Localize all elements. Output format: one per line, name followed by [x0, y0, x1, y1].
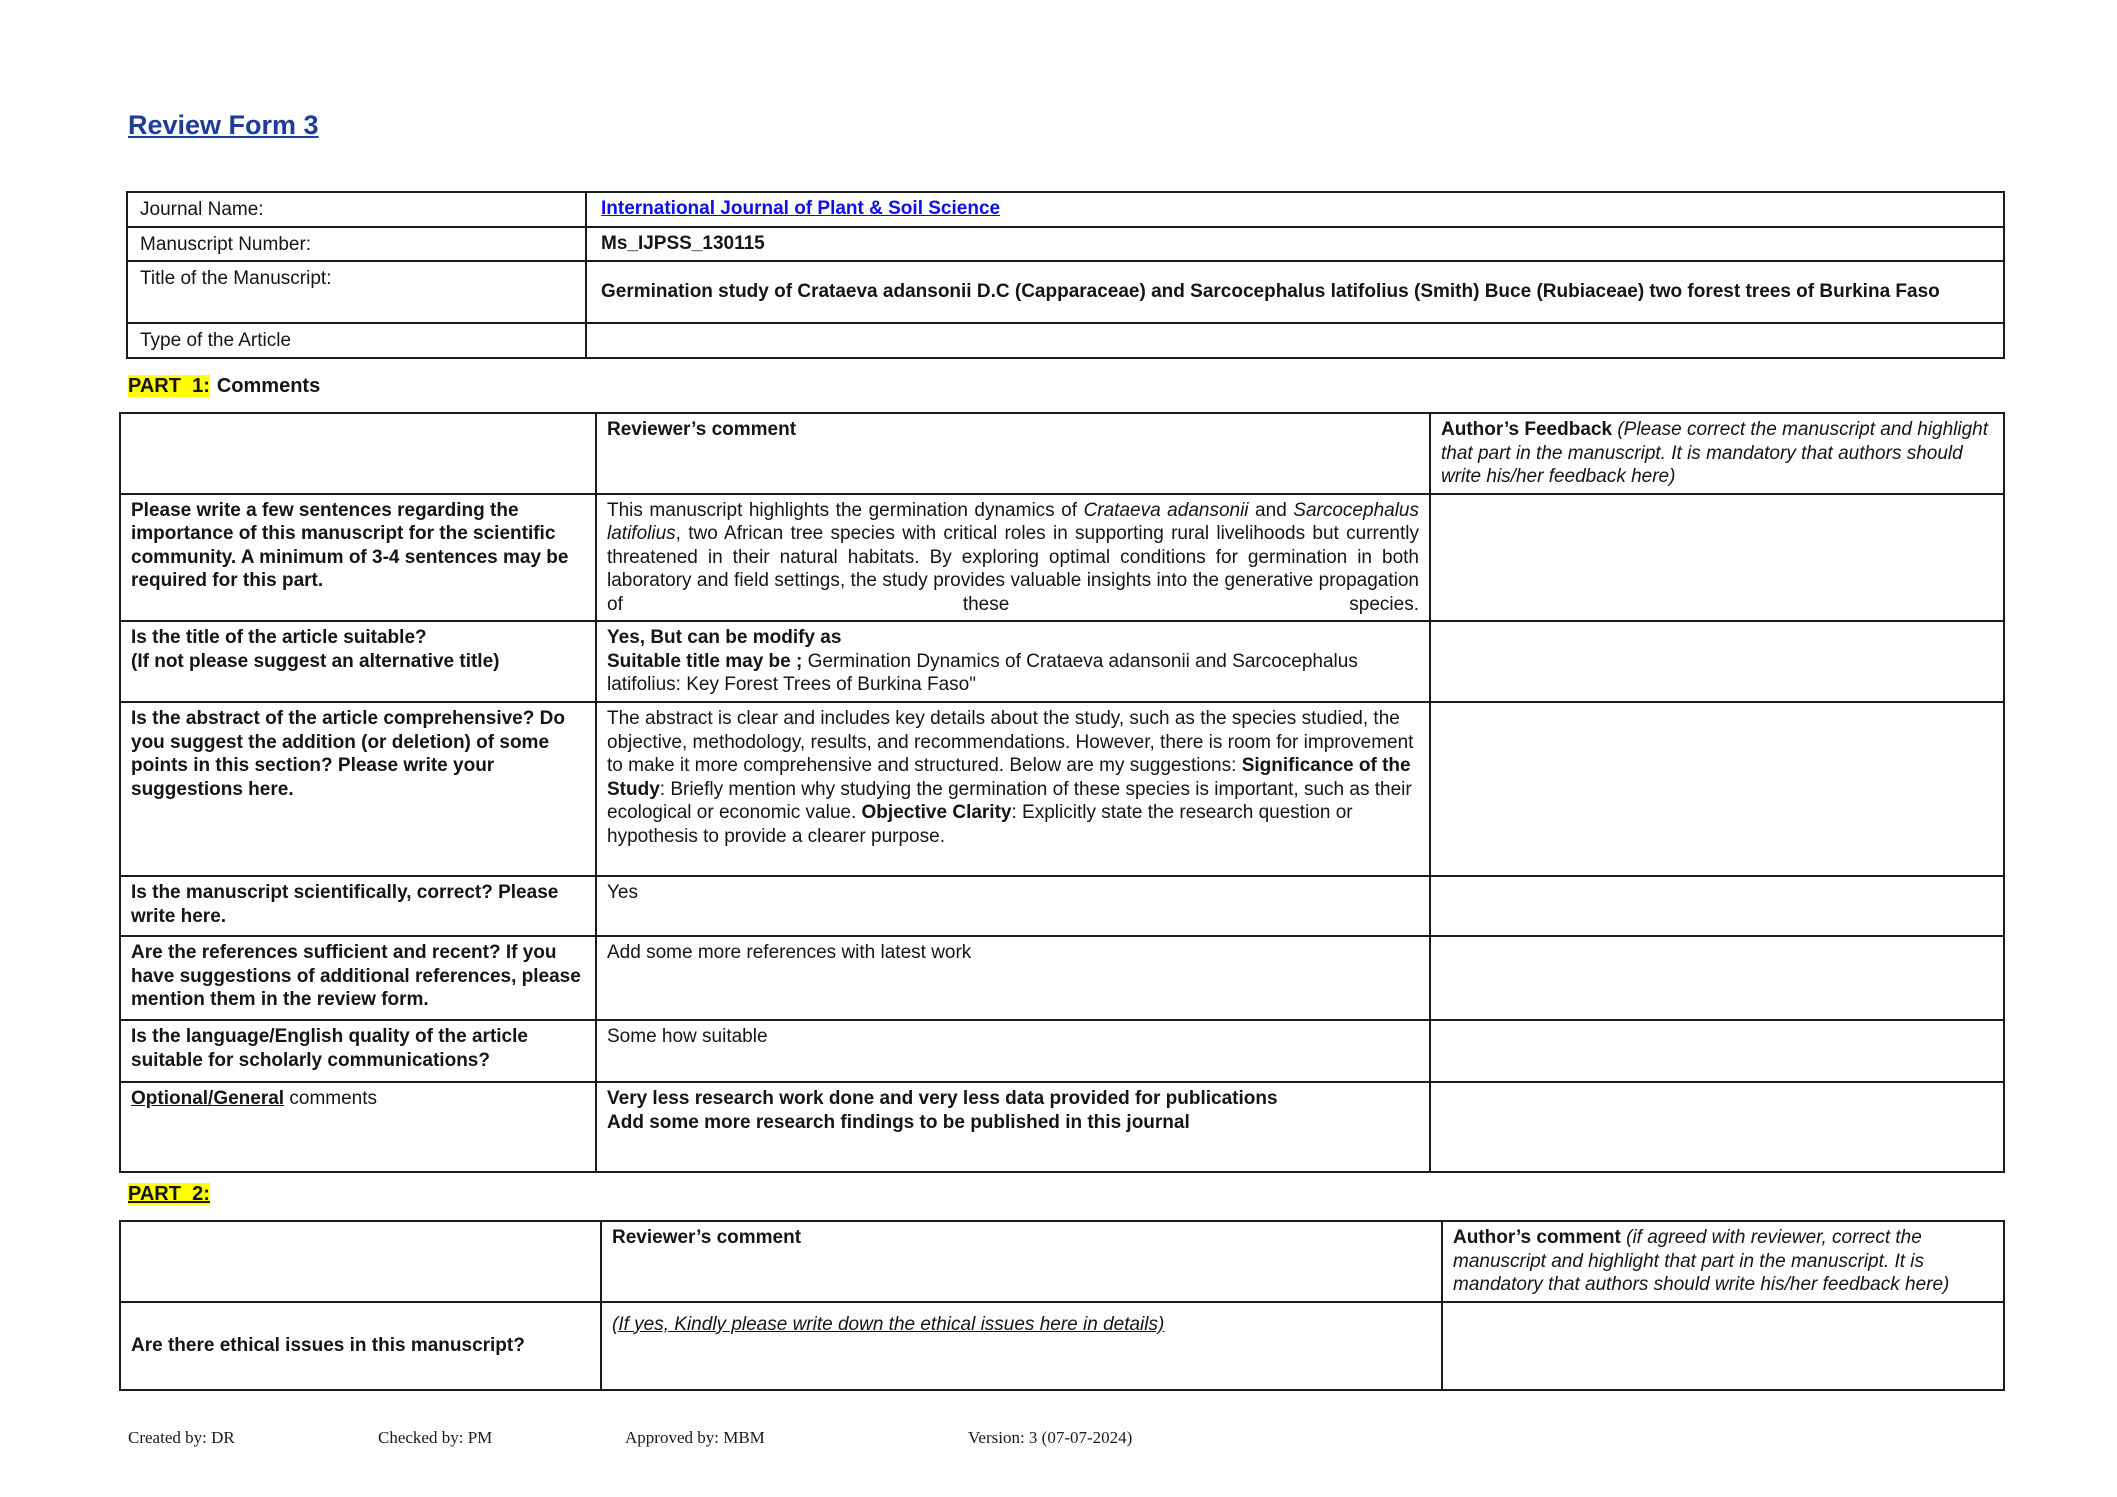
part1-row-optional	[120, 1082, 2004, 1172]
reviewer-comment-cell: (If yes, Kindly please write down the ethical issues here in details)	[601, 1302, 1442, 1390]
part1-row-title-suitable	[120, 621, 2004, 702]
part2-ethics-table	[119, 1220, 2005, 1391]
part1-comments-table	[119, 412, 2005, 1173]
question-cell: Is the manuscript scientifically, correct? Please write here.	[120, 876, 596, 936]
author-feedback-cell[interactable]	[1430, 876, 2004, 936]
article-type-value[interactable]	[586, 323, 2004, 358]
table-row	[127, 192, 2004, 227]
manuscript-title-label: Title of the Manuscript:	[127, 261, 586, 323]
question-cell: Are the references sufficient and recent? If you have suggestions of additional references, please mention them in the review form.	[120, 936, 596, 1020]
manuscript-info-table	[126, 191, 2005, 359]
question-cell: Please write a few sentences regarding the importance of this manuscript for the scientific community. A minimum of 3-4 sentences may be required for this part.	[120, 494, 596, 622]
author-comment-cell[interactable]	[1442, 1302, 2004, 1390]
page-title: Review Form 3	[128, 110, 319, 140]
table-row	[127, 323, 2004, 358]
part1-heading-suffix: Comments	[216, 375, 321, 397]
document-footer	[128, 1428, 1528, 1452]
reviewer-comment-cell: Very less research work done and very less data provided for publications Add some more research findings to be published in this journal	[596, 1082, 1430, 1172]
author-feedback-header: Author’s Feedback (Please correct the manuscript and highlight that part in the manuscript. It is mandatory that authors should write his/her feedback here)	[1430, 413, 2004, 494]
question-cell: Is the title of the article suitable? (If not please suggest an alternative title)	[120, 621, 596, 702]
part2-header-empty-cell	[120, 1221, 601, 1302]
question-cell: Is the language/English quality of the article suitable for scholarly communications?	[120, 1020, 596, 1082]
footer-checked-by: Checked by: PM	[378, 1428, 493, 1447]
part2-heading-highlight: PART 2:	[128, 1183, 210, 1205]
table-row	[127, 227, 2004, 262]
reviewer-comment-cell: Add some more references with latest work	[596, 936, 1430, 1020]
author-feedback-cell[interactable]	[1430, 1020, 2004, 1082]
table-row	[127, 261, 2004, 323]
manuscript-number-label: Manuscript Number:	[127, 227, 586, 262]
part1-row-importance	[120, 494, 2004, 622]
part1-row-abstract	[120, 702, 2004, 876]
part1-header-row	[120, 413, 2004, 494]
footer-created-by: Created by: DR	[128, 1428, 235, 1447]
part2-header-row	[120, 1221, 2004, 1302]
question-cell: Are there ethical issues in this manuscript?	[120, 1302, 601, 1390]
author-feedback-cell[interactable]	[1430, 936, 2004, 1020]
author-feedback-cell[interactable]	[1430, 494, 2004, 622]
part2-heading	[128, 1183, 210, 1206]
author-feedback-cell[interactable]	[1430, 621, 2004, 702]
reviewer-comment-cell: Yes	[596, 876, 1430, 936]
reviewer-comment-cell: The abstract is clear and includes key details about the study, such as the species studied, the objective, methodology, results, and recommendations. However, there is room for improvement to make it more comprehensive and structured. Below are my suggestions: Significance of the Study: Briefly mention why studying the germination of these species is important, such as their ecological or economic value. Objective Clarity: Explicitly state the research question or hypothesis to provide a clearer purpose.	[596, 702, 1430, 876]
author-feedback-cell[interactable]	[1430, 702, 2004, 876]
part1-heading	[128, 375, 320, 398]
part1-header-empty-cell	[120, 413, 596, 494]
reviewer-comment-cell: Some how suitable	[596, 1020, 1430, 1082]
journal-name-link[interactable]: International Journal of Plant & Soil Science	[601, 198, 1001, 219]
part1-row-scientific	[120, 876, 2004, 936]
question-cell: Optional/General comments	[120, 1082, 596, 1172]
question-cell: Is the abstract of the article comprehensive? Do you suggest the addition (or deletion) of some points in this section? Please write your suggestions here.	[120, 702, 596, 876]
footer-approved-by: Approved by: MBM	[625, 1428, 765, 1447]
manuscript-title-value: Germination study of Crataeva adansonii D.C (Capparaceae) and Sarcocephalus latifolius (Smith) Buce (Rubiaceae) two forest trees of Burkina Faso	[586, 261, 2004, 323]
part1-row-language	[120, 1020, 2004, 1082]
author-feedback-cell[interactable]	[1430, 1082, 2004, 1172]
part1-heading-highlight: PART 1:	[128, 375, 210, 397]
reviewer-comment-header: Reviewer’s comment	[596, 413, 1430, 494]
reviewer-comment-header: Reviewer’s comment	[601, 1221, 1442, 1302]
part2-row-ethics	[120, 1302, 2004, 1390]
reviewer-comment-cell: This manuscript highlights the germination dynamics of Crataeva adansonii and Sarcocephalus latifolius, two African tree species with critical roles in supporting rural livelihoods but currently threatened in their natural habitats. By exploring optimal conditions for germination in both laboratory and field settings, the study provides valuable insights into the generative propagation of these species.	[596, 494, 1430, 622]
author-comment-header: Author’s comment (if agreed with reviewer, correct the manuscript and highlight that part in the manuscript. It is mandatory that authors should write his/her feedback here)	[1442, 1221, 2004, 1302]
footer-version: Version: 3 (07-07-2024)	[968, 1428, 1133, 1447]
part1-row-references	[120, 936, 2004, 1020]
reviewer-comment-cell: Yes, But can be modify as Suitable title may be ; Germination Dynamics of Crataeva adansonii and Sarcocephalus latifolius: Key Forest Trees of Burkina Faso"	[596, 621, 1430, 702]
journal-name-label: Journal Name:	[127, 192, 586, 227]
manuscript-number-value: Ms_IJPSS_130115	[586, 227, 2004, 262]
article-type-label: Type of the Article	[127, 323, 586, 358]
